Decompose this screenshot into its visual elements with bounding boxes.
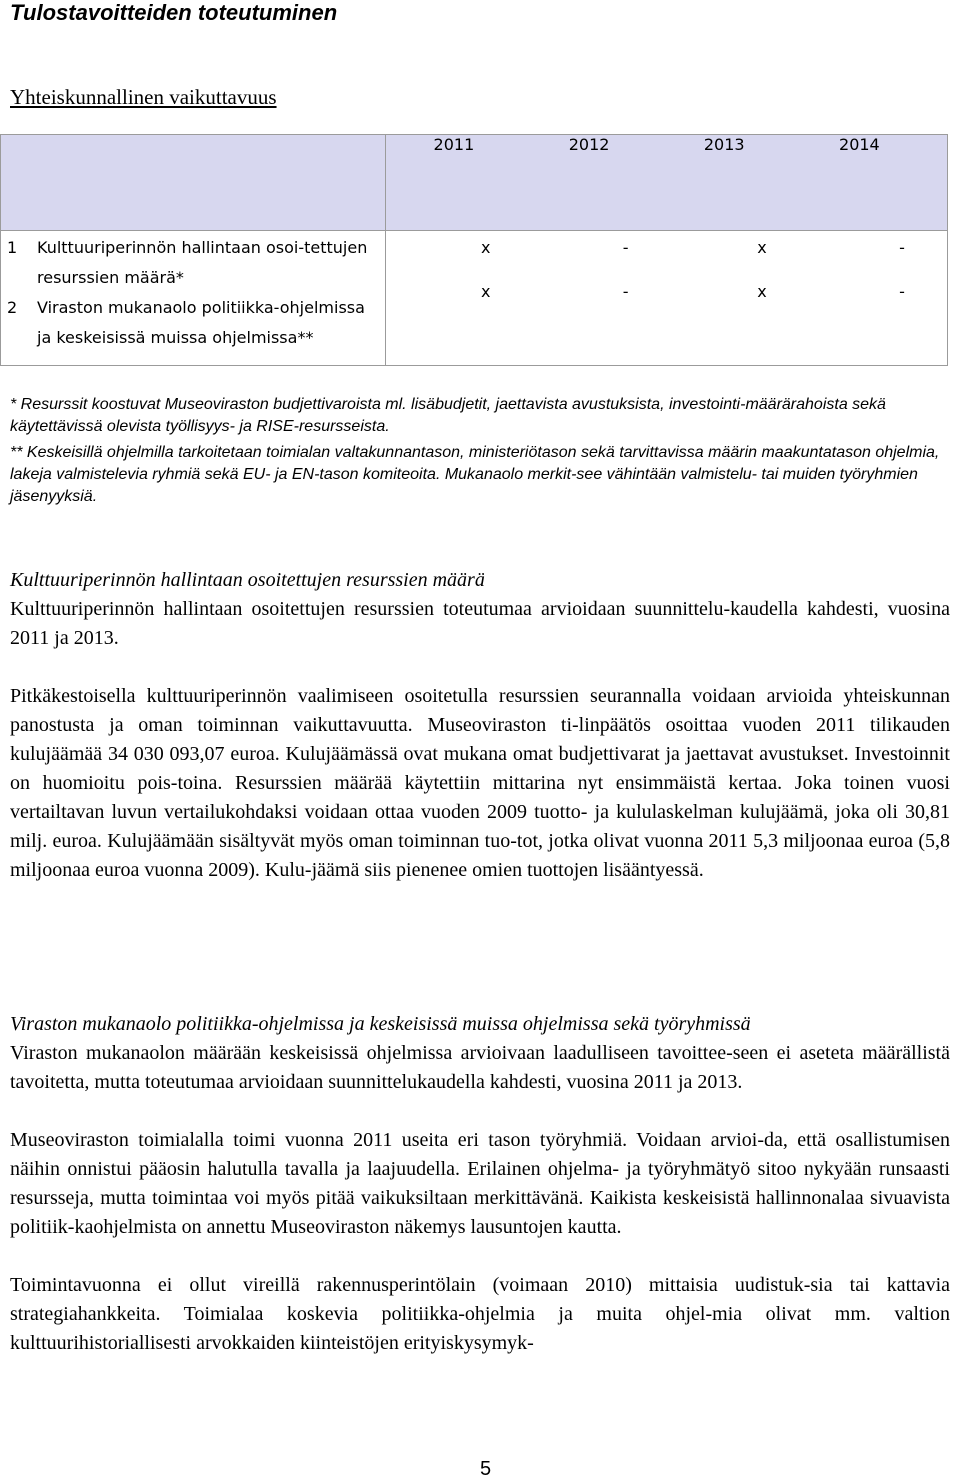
- sub-heading: Kulttuuriperinnön hallintaan osoitettujen resurssien määrä: [10, 569, 485, 591]
- year-2012: 2012: [568, 135, 610, 154]
- section-resources: [10, 566, 950, 885]
- paragraph: Pitkäkestoisella kulttuuriperinnön vaalimiseen osoitetulla resurssien seurannalla voidaan arvioida yhteiskunnan panostusta ja oman toiminnan vaikuttavuutta. Museoviraston ti-linpäätös osoittaa vuoden 2011 tilikauden kulujäämää 34 030 093,07 euroa. Kulujäämässä ovat mukana omat budjettivarat ja jaettavat avustukset. Investoinnit on huomioitu pois-toina. Resurssien määrää käytettiin mittarina nyt ensimmäistä kertaa. Joka toinen vuosi vertailtavan luvun vertailukohdaksi voidaan ottaa vuoden 2009 tuotto- ja kululaskelman kulujäämä, joka oli 30,81 milj. euroa. Kulujäämään sisältyvät myös oman toiminnan tuo-tot, jotka olivat vuonna 2011 5,3 miljoonaa euroa (5,8 miljoonaa euroa vuonna 2009). Kulu-jäämä siis pienenee omien tuottojen lisääntyessä.: [10, 685, 950, 881]
- year-2013: 2013: [703, 135, 745, 154]
- table-notes: [10, 394, 945, 508]
- mark: -: [622, 238, 629, 257]
- section-title: Yhteiskunnallinen vaikuttavuus: [10, 85, 277, 109]
- table-header-row: [1, 135, 948, 231]
- mark: x: [757, 282, 767, 301]
- mark: -: [899, 238, 905, 257]
- footnote: * Resurssit koostuvat Museoviraston budjettivaroista ml. lisäbudjetit, jaettavista avustuksista, investointi-määrärahoista sekä käytettävissä olevista työllisyys- ja RISE-resursseista.: [10, 396, 886, 435]
- goal-label: Kulttuuriperinnön hallintaan osoi-tettujen resurssien määrä*: [37, 238, 368, 287]
- goals-cell: [1, 231, 386, 366]
- mark: x: [757, 238, 767, 257]
- page-title: Tulostavoitteiden toteutuminen: [10, 0, 338, 25]
- sub-heading: Viraston mukanaolo politiikka-ohjelmissa ja keskeisissä muissa ohjelmissa sekä työryhmissä: [10, 1013, 751, 1035]
- goal-number: 2: [7, 298, 18, 317]
- goal-label: Viraston mukanaolo politiikka-ohjelmissa ja keskeisissä muissa ohjelmissa**: [37, 298, 365, 347]
- paragraph: Kulttuuriperinnön hallintaan osoitettujen resurssien toteutumaa arvioidaan suunnittelu-kaudella kahdesti, vuosina 2011 ja 2013.: [10, 598, 950, 649]
- paragraph: Toimintavuonna ei ollut vireillä rakennusperintölain (voimaan 2010) mittaisia uudistuk-sia tai kattavia strategiahankkeita. Toimialaa koskevia politiikka-ohjelmia ja muita ohjel-mia olivat mm. valtion kulttuurihistoriallisesti arvokkaiden kiinteistöjen erityiskysymyk-: [10, 1274, 950, 1354]
- page-number: 5: [480, 1458, 492, 1480]
- header-years-cell: [386, 135, 948, 231]
- goals-table: [0, 134, 948, 366]
- table-row: [1, 231, 385, 291]
- goal-marks: [386, 275, 947, 336]
- footnote: ** Keskeisillä ohjelmilla tarkoitetaan toimialan valtakunnantason, ministeriötason sekä tarvittavissa määrin maakuntatason ohjelmia, lakeja valmistelevia ryhmiä sekä EU- ja EN-tason komiteoita. Mukanaolo merkit-see vähintään valmistelu- tai muiden työryhmien jäsenyyksiä.: [10, 444, 940, 505]
- year-2011: 2011: [433, 135, 475, 154]
- year-2014: 2014: [839, 135, 880, 154]
- goal-number: 1: [7, 238, 18, 257]
- table-row: [1, 291, 385, 353]
- mark: x: [480, 238, 491, 257]
- paragraph: Museoviraston toimialalla toimi vuonna 2011 useita eri tason työryhmiä. Voidaan arvioi-da, että osallistumisen näihin onnistui pääosin halutulla tavalla ja laajuudella. Erilainen ohjelma- ja työryhmätyö sitoo nykyään runsaasti resursseja, mutta toimintaa voi myös pitää vaikuksiltaan merkittävänä. Kaikista keskeisistä hallinnonalaa sivuavista politiik-kaohjelmista on annettu Museoviraston näkemys lausuntojen kautta.: [10, 1129, 950, 1238]
- marks-cell: [386, 231, 948, 366]
- mark: x: [480, 282, 491, 301]
- mark: -: [899, 282, 905, 301]
- table-body-row: [1, 231, 948, 366]
- section-programs: [10, 1010, 950, 1358]
- mark: -: [622, 282, 629, 301]
- header-blank-cell: [1, 135, 386, 231]
- paragraph: Viraston mukanaolon määrään keskeisissä ohjelmissa arvioivaan laadulliseen tavoittee-seen ei aseteta määrällistä tavoitetta, mutta toteutumaa arvioidaan suunnittelukaudella kahdesti, vuosina 2011 ja 2013.: [10, 1042, 950, 1093]
